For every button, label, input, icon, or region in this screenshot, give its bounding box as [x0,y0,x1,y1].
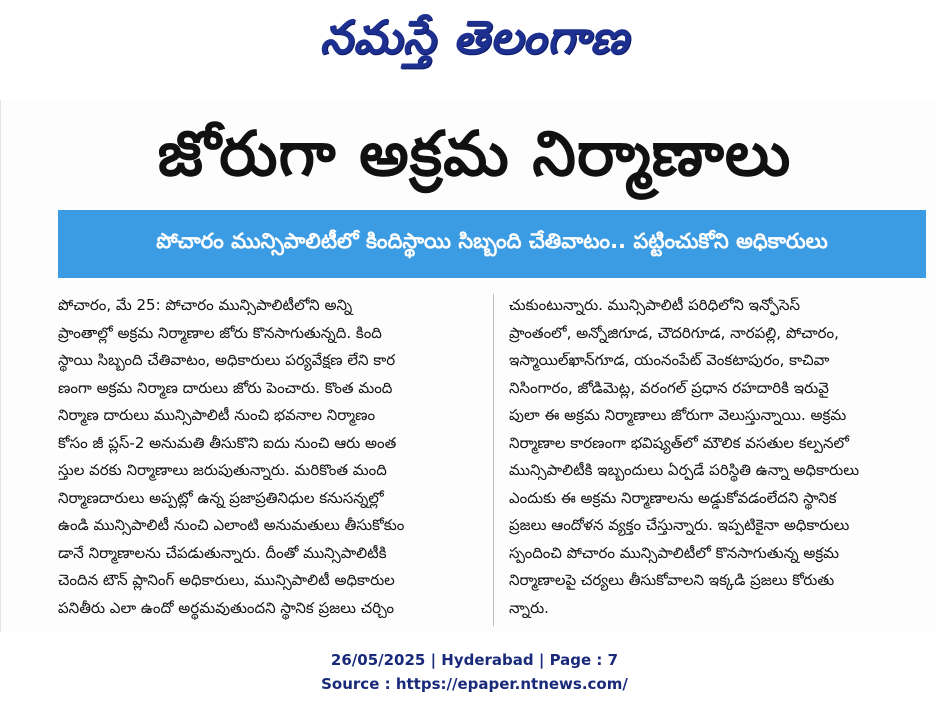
article-line: చుకుంటున్నారు. మున్సిపాలిటీ పరిధిలోని ఇన్ఫోసెస్ [509,296,801,314]
article-line: ప్రజలు ఆందోళన వ్యక్తం చేస్తున్నారు. ఇప్పటికైనా అధికారులు [509,516,850,534]
article-line: ప్రాంతాల్లో అక్రమ నిర్మాణాల జోరు కొనసాగుతున్నది. కింది [58,323,382,342]
clipping-footer [0,648,949,696]
headline-text: జోరుగా అక్రమ నిర్మాణాలు [157,117,792,190]
article-line: డానే నిర్మాణాలను చేపడుతున్నారు. దీంతో మున్సిపాలిటీకి [58,543,387,562]
article-line: నిర్మాణ దారులు మున్సిపాలిటీ నుంచి భవనాల నిర్మాణం [58,406,376,424]
article-line: స్థాయి సిబ్బంది చేతివాటం, అధికారులు పర్యవేక్షణ లేని కార [58,351,396,369]
article-line: కోసం జీ ప్లస్-2 అనుమతి తీసుకొని ఐదు నుంచి ఆరు అంత [58,433,397,452]
article-line: ఎందుకు ఈ అక్రమ నిర్మాణాలను అడ్డుకోవడంలేదని స్థానిక [509,488,837,507]
article-line: నిసింగారం, జోడిమెట్ల, వరంగల్ ప్రధాన రహదారికి ఇరువై [509,378,829,397]
article-line: పనితీరు ఎలా ఉందో అర్థమవుతుందని స్థానిక ప్రజలు చర్చిం [58,598,395,617]
article-line: స్తుల వరకు నిర్మాణాలు జరుపుతున్నారు. మరికొంత మంది [58,461,387,479]
subheadline-text: పోచారం మున్సిపాలిటీలో కిందిస్థాయి సిబ్బంది చేతివాటం.. పట్టించుకోని అధికారులు [156,229,828,253]
column-divider [493,294,494,626]
article-line: పులా ఈ అక్రమ నిర్మాణాలు జోరుగా వెలుస్తున్నాయి. అక్రమ [509,406,847,424]
article-column-left [58,292,478,628]
article-line: ఇస్మాయిల్‌ఖాన్‌గూడ, యంనంపేట్ వెంకటాపురం, కాచివా [509,351,830,369]
footer-dateline: 26/05/2025 | Hyderabad | Page : 7 [330,651,619,669]
article-line: ఉండి మున్సిపాలిటీ నుంచి ఎలాంటి అనుమతులు తీసుకోకుం [58,516,405,534]
article-line: మున్సిపాలిటీకి ఇబ్బందులు ఏర్పడే పరిస్థితి ఉన్నా అధికారులు [509,461,860,479]
article-line: నిర్మాణాలపై చర్యలు తీసుకోవాలని ఇక్కడి ప్రజలు కోరుతు [509,571,835,589]
article-line: పోచారం, మే 25: పోచారం మున్సిపాలిటీలోని అన్ని [58,296,353,314]
article-line: ప్రాంతంలో, అన్నోజిగూడ, చౌదరిగూడ, నారపల్లి, పోచారం, [509,323,839,342]
article-line: నిర్మాణాల కారణంగా భవిష్యత్‌లో మౌలిక వసతుల కల్పనలో [509,433,849,452]
article-subheadline-banner [58,210,926,278]
article-line: చెందిన టౌన్ ప్లానింగ్ అధికారులు, మున్సిపాలిటీ అధికారుల [58,571,395,589]
article-line: నిర్మాణదారులు అప్పట్లో ఉన్న ప్రజాప్రతినిధుల కనుసన్నల్లో [58,488,384,507]
article-line: స్పందించి పోచారం మున్సిపాలిటీలో కొనసాగుతున్న అక్రమ [509,543,840,562]
article-line: న్నారు. [509,598,549,617]
masthead-title: నమస్తే తెలంగాణ [319,10,630,64]
newspaper-masthead [0,6,949,68]
article-line: ణంగా అక్రమ నిర్మాణ దారులు జోరు పెంచారు. కొంత మంది [58,378,393,397]
article-column-right [509,292,925,628]
article-headline [0,106,949,202]
footer-source: Source : https://epaper.ntnews.com/ [321,675,628,693]
